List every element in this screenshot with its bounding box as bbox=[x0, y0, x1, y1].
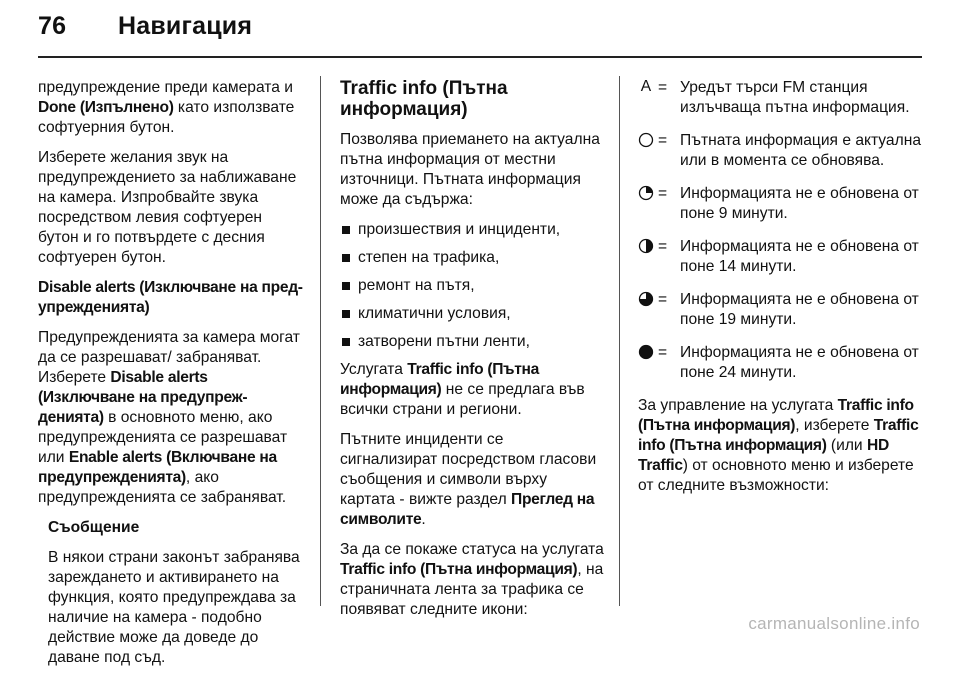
bold-term: Traffic info (Пътна информация) bbox=[638, 397, 914, 434]
column-1 bbox=[38, 78, 306, 678]
circle-full-icon bbox=[638, 344, 654, 360]
list-item: произшествия и инциденти, bbox=[340, 220, 605, 240]
bold-term: Disable alerts (Изключване на предупрежденията) bbox=[38, 369, 248, 426]
heading-disable-alerts: Disable alerts (Изключване на предупрежденията) bbox=[38, 279, 303, 316]
equals-sign: = bbox=[658, 185, 668, 202]
bold-term: Traffic info (Пътна информация) bbox=[340, 361, 540, 398]
symbol-description: Информацията не е обновена от поне 9 минути. bbox=[680, 185, 919, 222]
symbol-row bbox=[638, 343, 923, 383]
bold-term: Traffic info (Пътна информация) bbox=[638, 417, 919, 454]
circle-quarter-icon bbox=[638, 185, 654, 201]
symbol-row bbox=[638, 131, 923, 171]
header-rule bbox=[38, 56, 922, 58]
equals-sign: = bbox=[658, 79, 668, 96]
paragraph-alerts: Предупрежденията за камера могат да се разрешават/ забраняват. Изберете Disable alerts (Изключване на предупрежденията) в основното меню, ако предупрежденията се разрешават или Enable alerts (Включване на предупрежденията), ако предупрежденията се забраняват. bbox=[38, 329, 300, 506]
heading-traffic-info: Traffic info (Пътна информация) bbox=[340, 78, 508, 120]
watermark: carmanualsonline.info bbox=[748, 614, 920, 633]
paragraph-service: Услугата Traffic info (Пътна информация) не се предлага във всички страни и региони. bbox=[340, 361, 585, 418]
paragraph-intro: Позволява приемането на актуална пътна информация от местни източници. Пътната информация може да съдържа: bbox=[340, 131, 600, 208]
page-title: Навигация bbox=[118, 12, 253, 40]
bullet-list bbox=[340, 220, 605, 352]
symbol-list bbox=[638, 78, 923, 383]
paragraph-sound: Изберете желания звук на предупреждението за наближаване на камера. Изпробвайте звука посредством левия софтуерен бутон и го потвърдете с десния софтуерен бутон. bbox=[38, 149, 297, 266]
equals-sign: = bbox=[658, 238, 668, 255]
list-item: ремонт на пътя, bbox=[340, 276, 605, 296]
symbol-row bbox=[638, 184, 923, 224]
letter-a-icon: A bbox=[640, 78, 652, 95]
symbol-row bbox=[638, 237, 923, 277]
equals-sign: = bbox=[658, 291, 668, 308]
column-2 bbox=[340, 78, 605, 630]
list-item: климатични условия, bbox=[340, 304, 605, 324]
equals-sign: = bbox=[658, 344, 668, 361]
paragraph-incidents: Пътните инциденти се сигнализират посредством гласови съобщения и символи върху картата - вижте раздел Преглед на символите. bbox=[340, 431, 597, 528]
bold-term: Done (Изпълнено) bbox=[38, 99, 174, 116]
symbol-row bbox=[638, 78, 923, 118]
symbol-description: Уредът търси FM станция излъчваща пътна информация. bbox=[680, 79, 910, 116]
paragraph-control: За управление на услугата Traffic info (Пътна информация), изберете Traffic info (Пътна информация) (или HD Traffic) от основното меню и изберете от следните възможности: bbox=[638, 397, 919, 494]
note-title: Съобщение bbox=[48, 519, 140, 536]
paragraph-done: предупреждение преди камерата и Done (Изпълнено) като използвате софтуерния бутон. bbox=[38, 79, 295, 136]
bold-term: HD Traffic bbox=[638, 437, 889, 474]
list-item: степен на трафика, bbox=[340, 248, 605, 268]
symbol-description: Информацията не е обновена от поне 14 минути. bbox=[680, 238, 919, 275]
symbol-description: Информацията не е обновена от поне 19 минути. bbox=[680, 291, 919, 328]
circle-empty-icon bbox=[638, 132, 654, 148]
column-divider-1 bbox=[320, 76, 321, 606]
page-header bbox=[38, 12, 252, 41]
symbol-description: Пътната информация е актуална или в момента се обновява. bbox=[680, 132, 921, 169]
page-number: 76 bbox=[38, 12, 67, 40]
symbol-description: Информацията не е обновена от поне 24 минути. bbox=[680, 344, 919, 381]
column-divider-2 bbox=[619, 76, 620, 606]
column-3 bbox=[638, 78, 923, 506]
symbol-row bbox=[638, 290, 923, 330]
note-box bbox=[38, 518, 306, 668]
circle-half-icon bbox=[638, 238, 654, 254]
circle-three-quarter-icon bbox=[638, 291, 654, 307]
paragraph-status: За да се покаже статуса на услугата Traffic info (Пътна информация), на страничната лента за трафика се появяват следните икони: bbox=[340, 541, 604, 618]
bold-term: Преглед на символите bbox=[340, 491, 595, 528]
note-text: В някои страни законът забранява зареждането и активирането на функция, която предупреждава за наличие на камера - подобно действие може да доведе до даване под съд. bbox=[48, 549, 300, 666]
bold-term: Enable alerts (Включване на предупрежденията) bbox=[38, 449, 277, 486]
bold-term: Traffic info (Пътна информация) bbox=[340, 561, 578, 578]
list-item: затворени пътни ленти, bbox=[340, 332, 605, 352]
equals-sign: = bbox=[658, 132, 668, 149]
